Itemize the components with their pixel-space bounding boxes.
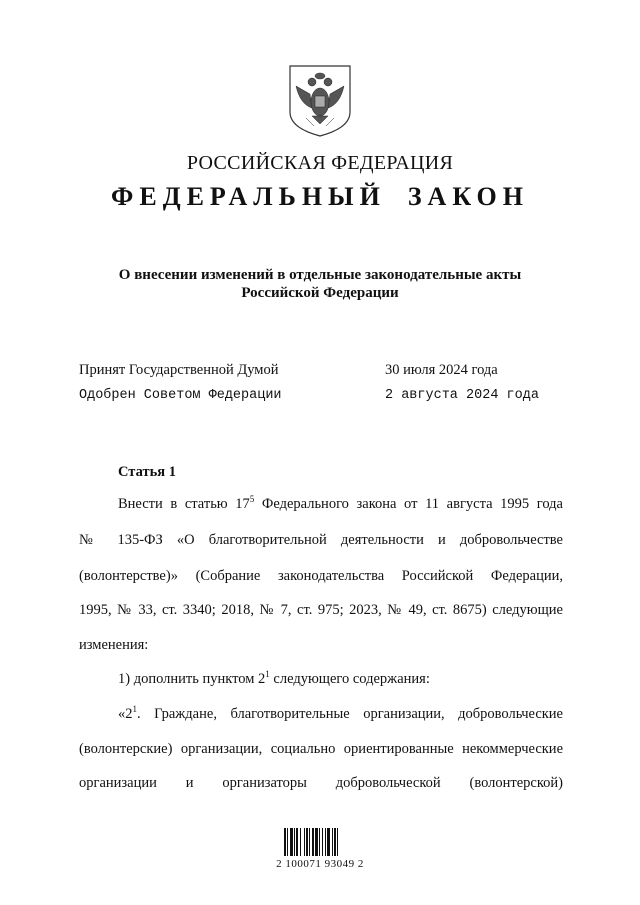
- body-line: (волонтерстве)» (Собрание законодательства Российской Федерации,: [79, 568, 563, 584]
- russian-coat-of-arms-icon: [286, 64, 354, 138]
- council-label: Одобрен Советом Федерации: [79, 388, 282, 403]
- body-line: Внести в статью $17^5$ Федерального закона от 11 августа 1995 года: [118, 494, 563, 512]
- law-title-line-1: О внесении изменений в отдельные законодательные акты: [118, 267, 522, 283]
- body-line: № 135-ФЗ «О благотворительной деятельности и добровольчестве: [79, 532, 563, 548]
- body-line: 1) дополнить пунктом $2^1$ следующего содержания:: [118, 669, 430, 687]
- barcode: [282, 818, 362, 858]
- council-date: 2 августа 2024 года: [385, 388, 539, 403]
- country-name: РОССИЙСКАЯ ФЕДЕРАЦИЯ: [186, 152, 454, 174]
- duma-date: 30 июля 2024 года: [385, 362, 498, 378]
- document-type: [0, 182, 640, 212]
- doc-type-word-2: ЗАКОН: [407, 182, 529, 211]
- article-heading: Статья 1: [118, 464, 176, 480]
- duma-label: Принят Государственной Думой: [79, 362, 279, 378]
- law-title-line-2: Российской Федерации: [241, 285, 399, 301]
- body-line: изменения:: [79, 637, 149, 653]
- barcode-number: 2 100071 93049 2: [276, 858, 364, 870]
- body-line: 1995, № 33, ст. 3340; 2018, № 7, ст. 975; 2023, № 49, ст. 8675) следующие: [79, 602, 563, 618]
- body-line: «$2^1$. Граждане, благотворительные организации, добровольческие: [118, 704, 563, 722]
- body-line: организации и организаторы добровольческой (волонтерской): [79, 775, 563, 791]
- body-line: (волонтерские) организации, социально ориентированные некоммерческие: [79, 741, 563, 757]
- law-title: [60, 266, 580, 302]
- doc-type-word-1: ФЕДЕРАЛЬНЫЙ: [111, 182, 386, 211]
